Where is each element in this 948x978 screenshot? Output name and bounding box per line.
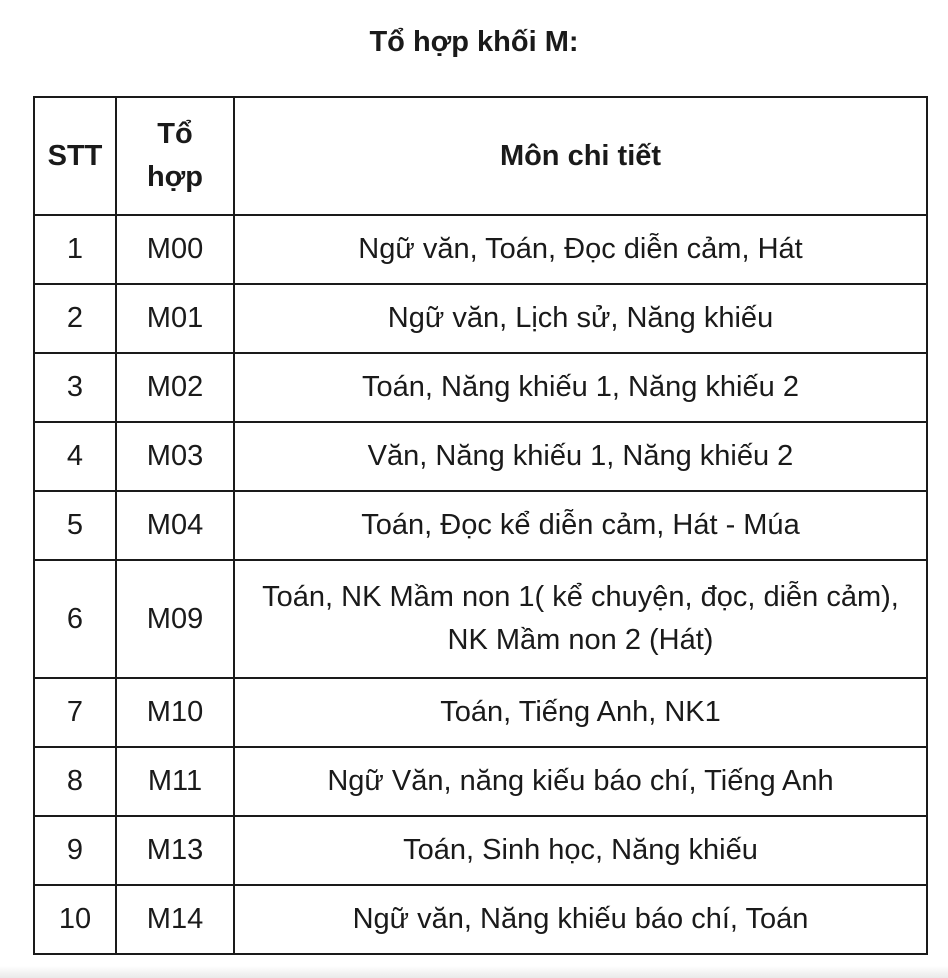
cell-subject-detail: Ngữ văn, Lịch sử, Năng khiếu (234, 284, 927, 353)
cell-combo-code: M09 (116, 560, 234, 678)
cell-subject-detail: Toán, Sinh học, Năng khiếu (234, 816, 927, 885)
cell-stt: 2 (34, 284, 116, 353)
cell-combo-code: M01 (116, 284, 234, 353)
cell-stt: 5 (34, 491, 116, 560)
cell-combo-code: M00 (116, 215, 234, 284)
cell-stt: 3 (34, 353, 116, 422)
cell-combo-code: M02 (116, 353, 234, 422)
combo-table (33, 96, 928, 955)
table-row (34, 747, 927, 816)
table-row (34, 560, 927, 678)
table-row (34, 491, 927, 560)
table-header (34, 97, 927, 215)
table-row (34, 353, 927, 422)
cell-subject-detail: Toán, Năng khiếu 1, Năng khiếu 2 (234, 353, 927, 422)
cell-subject-detail: Ngữ văn, Toán, Đọc diễn cảm, Hát (234, 215, 927, 284)
table-body (34, 215, 927, 954)
cell-stt: 10 (34, 885, 116, 954)
cell-stt: 8 (34, 747, 116, 816)
cell-stt: 7 (34, 678, 116, 747)
cell-stt: 6 (34, 560, 116, 678)
cell-subject-detail: Ngữ văn, Năng khiếu báo chí, Toán (234, 885, 927, 954)
cell-subject-detail: Toán, Tiếng Anh, NK1 (234, 678, 927, 747)
cell-subject-detail: Ngữ Văn, năng kiếu báo chí, Tiếng Anh (234, 747, 927, 816)
table-row (34, 215, 927, 284)
cell-combo-code: M13 (116, 816, 234, 885)
cell-combo-code: M03 (116, 422, 234, 491)
cell-subject-detail: Toán, Đọc kể diễn cảm, Hát - Múa (234, 491, 927, 560)
cell-stt: 4 (34, 422, 116, 491)
cell-combo-code: M14 (116, 885, 234, 954)
cell-stt: 1 (34, 215, 116, 284)
header-stt: STT (34, 97, 116, 215)
table-row (34, 678, 927, 747)
header-combo-code: Tổ hợp (116, 97, 234, 215)
table-row (34, 422, 927, 491)
cell-combo-code: M04 (116, 491, 234, 560)
cell-combo-code: M11 (116, 747, 234, 816)
header-row (34, 97, 927, 215)
page-title: Tổ hợp khối M: (369, 26, 579, 58)
cell-combo-code: M10 (116, 678, 234, 747)
table-row (34, 284, 927, 353)
header-subject-detail: Môn chi tiết (234, 97, 927, 215)
cell-subject-detail: Văn, Năng khiếu 1, Năng khiếu 2 (234, 422, 927, 491)
table-row (34, 885, 927, 954)
table-row (34, 816, 927, 885)
cell-subject-detail: Toán, NK Mầm non 1( kể chuyện, đọc, diễn cảm), NK Mầm non 2 (Hát) (234, 560, 927, 678)
bottom-shade (0, 966, 948, 978)
cell-stt: 9 (34, 816, 116, 885)
